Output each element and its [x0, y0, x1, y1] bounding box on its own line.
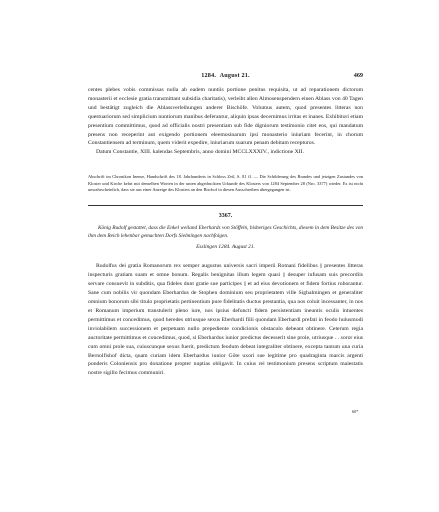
header-date — [88, 72, 363, 79]
document-regest: König Rudolf gestattet, dass die Enkel weiland Eberhards von Stöffeln, bisheriges Geschichts, diesem in dem Besitze des von ihm dem Reich lehenbar gemachten Dorfs Sielmingen nachfolgen. — [88, 225, 363, 240]
document-number: 3367. — [218, 213, 233, 219]
header-month-day: August 21. — [219, 72, 250, 79]
page-number: 469 — [353, 72, 363, 79]
header-year: 1284. — [201, 72, 217, 79]
running-header — [88, 72, 363, 82]
document-text — [88, 262, 363, 378]
charter-paragraph: centes plebes vobis commissas nulla ab eadem nuntiis portione penitus requisita, ut ad reparationem dictorum monasterii et ecclesie gratia transmittant subsidia charitatis), verleiht allen Almosenspendern einen Ablass von 40 Tagen und bestätigt zugleich die Ablassverleihungen anderer Bischöfe. Volumus autem, quod presentes litteras non questuariorum sed simplicium nuntiorum manibus deferantur, aliquin ipsas decernimus irritas et inanes. Exhibitori etiam presentium committimus, quod ad officialis nostri presentiam sub fide digniorum testimonio citet eos, qui mandatum presens non receperint aut exigendo portionem eleemosinarum ipsi monasterio iniuriam fecerint, in chorum Constantiensem ad terminum, quem viderit expedire, iniuriarum suarum penam debitam recepturos. — [88, 87, 363, 147]
source-note: Abschrift im Chronikon Inense, Handschrift des 18. Jahrhunderts in Schloss Zeil, S. 81 ff. — Die Schilderung des Brandes und jetzigen Zustandes von Kloster und Kirche kehrt mit denselben Worten in der unten abgedruckten Urkunde des Klosters von 1284 September 28 (Nro. 3377) wieder. Es ist nicht unwahrscheinlich, dass sie aus einer Anzeige des Klosters an den Bischof in diesen Ausschreiben übergegangen ist. — [88, 174, 363, 192]
document-dateline: Esslingen 1284. August 21. — [196, 244, 255, 250]
charter-dating-clause: Datum Constantie, XIII. kalendas Septembris, anno domini MCCLXXXIV., indictione XII. — [96, 149, 304, 156]
section-divider — [88, 205, 363, 206]
signature-mark: 60* — [352, 409, 359, 414]
previous-charter-text — [88, 86, 363, 157]
document-paragraph: Rudolfus dei gratia Romanorum rex semper augustus universis sacri imperii Romani fidelibus || presentes litteras inspecturis gratiam suam et omne bonum. Regalis benignitas illum legem quasi || desuper infusam suis precordiis servare consuevit in subditis, qua fideles dunt gratie sue participes || et ad eius devotionem et fidem fortius roborantur. Sane cum nobilis vir quondam Eberhardus de Stophen dominium seu proprietatem ville Sighalmingen et generaliter omnium bonorum sibi titulo proprietatis pertinentium pure fidelitatis ductus prestantia, qua nos coluit incessanter, in nos et Romanum imperium transtulerit pleno iure, nos ipsius defuncti fidem persistentiam ineuntis oculis intuentes permittimus et concedimus, quod heredes utriusque sexus Eberhardi filii quondam Eberhardi prefati in feodo hulusmodi inviolabilem successionem et perpetuam nullo prepediente condicionis obstaculo debeant obtinere. Ceterum regia auctoritate permittimus et concedimus, quod, si Eberhardus iunior predictus decesserit sine prole, utriusque . . soror eius cum omni prole sua, cuiuscunque sexus fuerit, predictum feodum debeat integraliter obtinere, excepta tantum una curia Bernolfishof dicta, quam curiam idem Eberhardus iunior Göte uxori sue legitime pro quadraginta marcis argenti ponderis Coloniensis pro donatione propter nuptias obligavit. In cuius rei testimonium presens scriptum maiestatis nostre sigillo fecimus communiri. — [88, 263, 363, 377]
